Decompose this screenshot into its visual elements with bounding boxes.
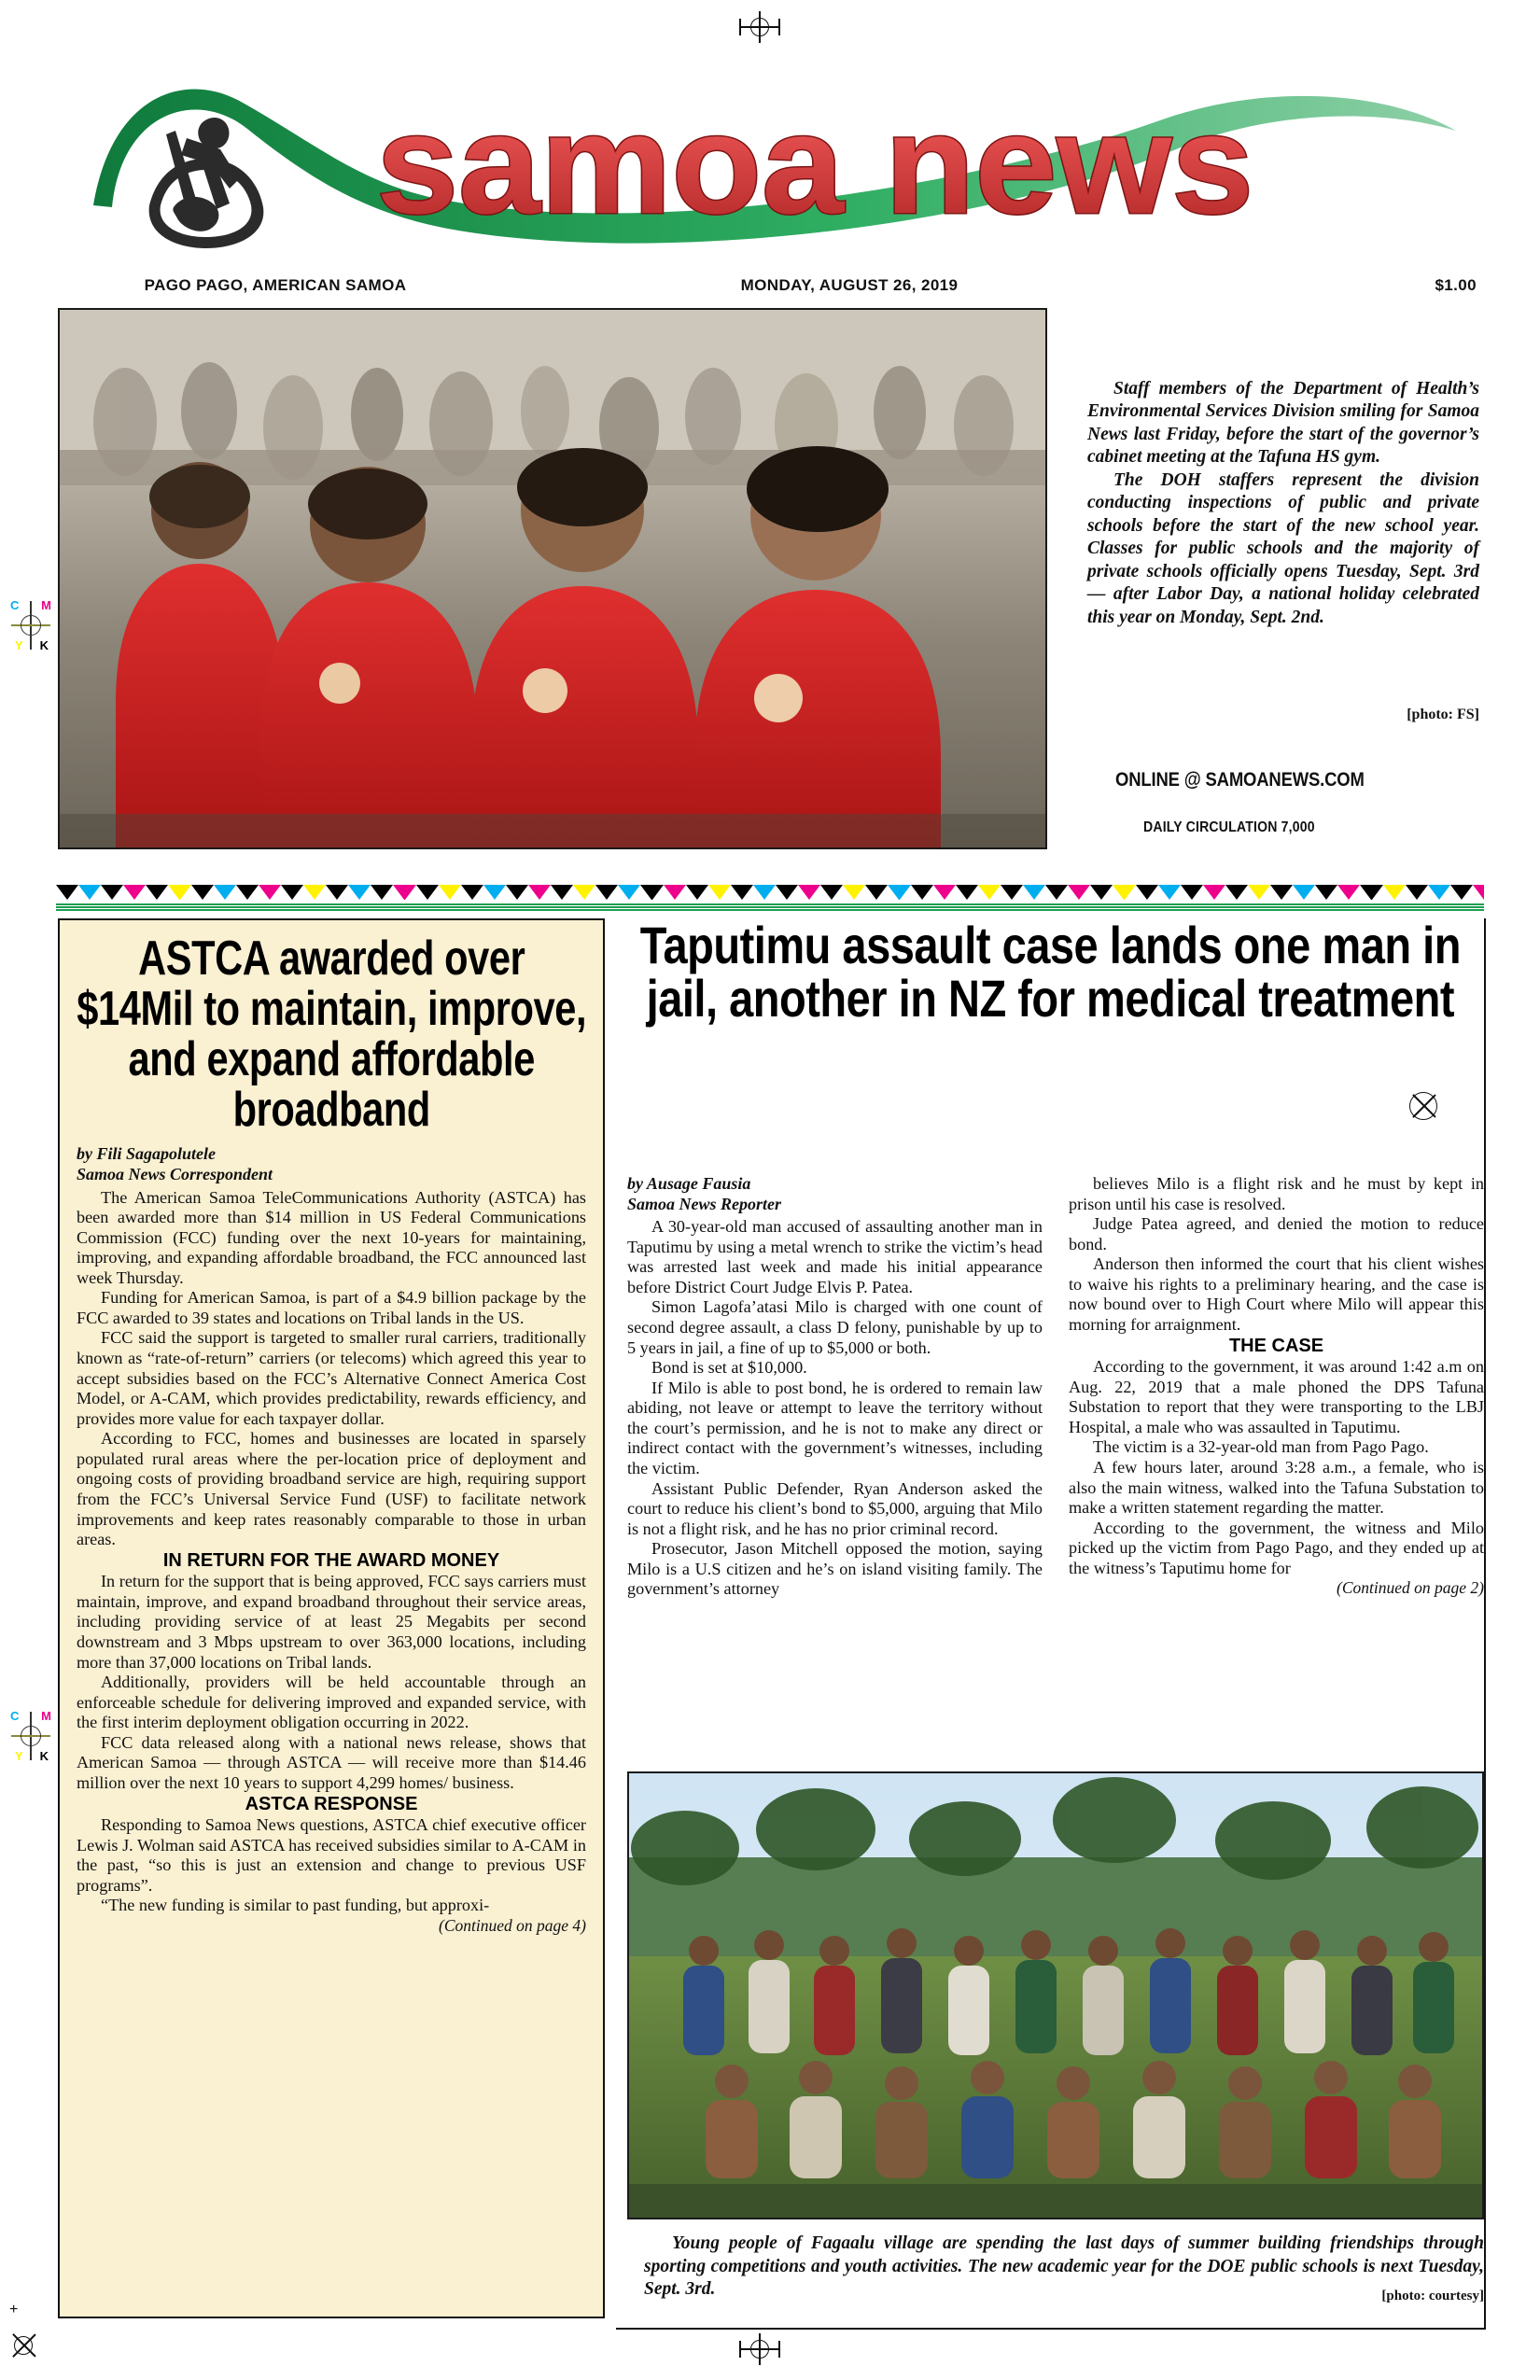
registration-mark-top — [739, 11, 780, 43]
color-bar-triangle — [1001, 885, 1023, 900]
color-bar-triangle — [1045, 885, 1068, 900]
left-continued-note[interactable]: (Continued on page 4) — [439, 1916, 586, 1935]
registration-mark-bottom — [739, 2333, 780, 2365]
masthead-wordmark: samoa news — [376, 84, 1254, 244]
color-bar-triangle — [731, 885, 753, 900]
caption-paragraph: Staff members of the Department of Health’s Environmental Services Division smiling for Samoa News last Friday, before the start of the governor’s cabinet meeting at the Tafuna HS gym. — [1087, 379, 1479, 468]
paragraph: If Milo is able to post bond, he is ordered to remain law abiding, not leave or attempt to leave the territory without the court’s permission, and he is not to make any direct or indirect contact with the government’s witnesses, including the victim. — [627, 1378, 1043, 1477]
color-bar-triangle — [483, 885, 506, 900]
main-column-2 — [1069, 1174, 1484, 1762]
paragraph: Anderson then informed the court that his client wishes to waive his rights to a preliminary hearing, and the case is now bound over to High Court where Milo will appear this morning for arraignment. — [1069, 1254, 1484, 1334]
color-bar-triangle — [1337, 885, 1360, 900]
left-article-body — [77, 1188, 586, 1936]
left-article-headline[interactable]: ASTCA awarded over $14Mil to maintain, improve, and expand affordable broadband — [77, 931, 586, 1138]
color-bar-triangle — [551, 885, 573, 900]
color-bar-triangle — [753, 885, 776, 900]
color-bar-triangle — [461, 885, 483, 900]
color-bar-triangle — [1293, 885, 1315, 900]
color-bar-triangle — [1406, 885, 1428, 900]
color-bar-triangle — [1473, 885, 1484, 900]
color-bar-triangle — [1315, 885, 1337, 900]
people-front-row — [706, 2061, 1441, 2178]
magenta-label: M — [41, 1709, 51, 1723]
left-subhead-award: IN RETURN FOR THE AWARD MONEY — [162, 1549, 500, 1571]
paragraph: Additionally, providers will be held accountable through an enforceable schedule for delivering improved and expanded service, with the first interim deployment obligation occurring in 2022. — [77, 1673, 586, 1732]
cmyk-registration-mark-lower — [9, 1708, 52, 1764]
color-bar-triangle — [303, 885, 326, 900]
color-bar-triangle — [686, 885, 708, 900]
bottom-photo-graphic — [629, 1773, 1484, 2219]
color-bar-triangle — [78, 885, 101, 900]
right-column-rule — [1484, 918, 1486, 2330]
color-bar-triangle — [888, 885, 910, 900]
main-byline-title: Samoa News Reporter — [627, 1194, 782, 1213]
color-bar-triangle — [820, 885, 843, 900]
paragraph: Judge Patea agreed, and denied the motion to reduce bond. — [1069, 1214, 1484, 1253]
registration-mark-bottom-left — [9, 2331, 37, 2359]
left-article-box — [58, 918, 605, 2318]
main-byline-name: by Ausage Fausia — [627, 1174, 751, 1193]
color-bar-triangle — [865, 885, 888, 900]
left-byline-title: Samoa News Correspondent — [77, 1164, 273, 1183]
yellow-label: Y — [15, 1749, 23, 1763]
main-article-headline-wrap — [616, 916, 1484, 1029]
top-photo-credit: [photo: FS] — [1407, 707, 1479, 722]
paragraph: FCC data released along with a national news release, shows that American Samoa — through ASTCA — will receive more than $14.46 million over the next 10 years to support 4,299 homes/ business. — [77, 1732, 586, 1792]
caption-paragraph: The DOH staffers represent the division conducting inspections of public and private schools before the start of the new school year. Classes for public schools and the majority of private schools officially opens Tuesday, Sept. 3rd — after Labor Day, a national holiday celebrated this year on Monday, Sept. 2nd. — [1087, 469, 1479, 627]
color-bar-triangle — [326, 885, 348, 900]
paragraph: According to FCC, homes and businesses are located in sparsely populated rural areas where the per-location price of deployment and ongoing costs of providing broadband service are high, requiring support from the FCC’s Universal Service Fund (USF) to facilitate network improvements and keep rates reasonably comparable to those in urban areas. — [77, 1429, 586, 1549]
top-photo-caption — [1087, 378, 1479, 629]
color-bar-triangle — [956, 885, 978, 900]
paragraph: FCC said the support is targeted to smaller rural carriers, traditionally known as “rate-of-return” carriers (or telecoms) which agreed this year to accept subsidies based on the FCC’s Alternative Connect America Cost Model, or A-CAM, which provides predictability, rewards efficiency, and provides more value for each taxpayer dollar. — [77, 1328, 586, 1428]
paragraph: The victim is a 32-year-old man from Pago Pago. — [1093, 1437, 1429, 1457]
color-bar-triangle — [393, 885, 415, 900]
main-continued-note[interactable]: (Continued on page 2) — [1337, 1578, 1484, 1598]
color-bar-triangle — [933, 885, 956, 900]
dateline-date: MONDAY, AUGUST 26, 2019 — [740, 276, 959, 294]
paragraph: “The new funding is similar to past funding, but approxi- — [101, 1896, 490, 1915]
color-bar-triangle — [573, 885, 595, 900]
paragraph: believes Milo is a flight risk and he must by kept in prison until his case is resolved. — [1069, 1174, 1484, 1213]
main-article-body-left — [627, 1217, 1043, 1600]
color-bar-triangle — [1023, 885, 1045, 900]
color-bar-triangle — [1090, 885, 1113, 900]
color-bar-triangle — [146, 885, 168, 900]
online-promo[interactable]: ONLINE @ SAMOANEWS.COM — [1115, 769, 1365, 791]
color-bar-triangle — [911, 885, 933, 900]
main-article-headline[interactable]: Taputimu assault case lands one man in jail, another in NZ for medical treatment — [639, 916, 1461, 1029]
color-bar-triangle — [168, 885, 190, 900]
color-bar-triangle — [123, 885, 146, 900]
paragraph: Responding to Samoa News questions, ASTCA chief executive officer Lewis J. Wolman said ASTCA has received subsidies similar to A-CAM in the past, “so this is just an extension and change to previous USF programs”. — [77, 1815, 586, 1895]
cmyk-registration-mark-upper — [9, 597, 52, 653]
paragraph: According to the government, the witness and Milo picked up the victim from Pago Pago, and they ended up at the witness’s Taputimu home for — [1069, 1518, 1484, 1577]
color-bar-triangle — [640, 885, 663, 900]
color-bar-triangle — [236, 885, 259, 900]
circled-x-registration-icon — [1409, 1092, 1437, 1120]
paragraph: Simon Lagofa’atasi Milo is charged with one count of second degree assault, a class D felony, punishable by up to 5 years in jail, a fine of up to $5,000 or both. — [627, 1297, 1043, 1357]
magenta-label: M — [41, 598, 51, 612]
color-bar-triangle — [1450, 885, 1473, 900]
dateline-place: PAGO PAGO, AMERICAN SAMOA — [144, 276, 407, 294]
color-bar-triangle — [214, 885, 236, 900]
color-bar-triangle — [1203, 885, 1225, 900]
color-bar-triangle — [1136, 885, 1158, 900]
color-bar-triangle — [1383, 885, 1406, 900]
color-bar-triangle — [708, 885, 731, 900]
color-bar-triangle — [664, 885, 686, 900]
color-bar-triangle — [618, 885, 640, 900]
top-photo-graphic — [60, 310, 1047, 849]
color-bar-triangle — [101, 885, 123, 900]
black-label: K — [39, 1749, 49, 1763]
bottom-photo — [627, 1771, 1484, 2219]
masthead-logo-svg — [56, 65, 1484, 261]
paragraph: In return for the support that is being approved, FCC says carriers must maintain, improve, and expand broadband throughout their service areas, including providing service of at least 25 Megabits per second downstream and 3 Mbps upstream to over 363,000 locations, including more than 37,000 locations on Tribal lands. — [77, 1572, 586, 1672]
cyan-label: C — [10, 1709, 20, 1723]
paragraph: Funding for American Samoa, is part of a $4.9 billion package by the FCC awarded to 39 states and locations on Tribal lands in the US. — [77, 1288, 586, 1327]
paragraph: A 30-year-old man accused of assaulting another man in Taputimu by using a metal wrench to strike the victim’s head was arrested last week and made his initial appearance before District Court Judge Elvis P. Patea. — [627, 1217, 1043, 1296]
dateline-bar — [56, 273, 1484, 299]
color-bar-triangle — [348, 885, 371, 900]
color-bar-triangle — [1113, 885, 1135, 900]
paragraph: According to the government, it was around 1:42 a.m on Aug. 22, 2019 that a male phoned the DPS Tafuna Substation to report that they were transporting to the LBJ Hospital, a male who was assaulted in Taputimu. — [1069, 1357, 1484, 1436]
yellow-label: Y — [15, 638, 23, 652]
left-subhead-response: ASTCA RESPONSE — [245, 1793, 418, 1814]
color-bar-triangle — [371, 885, 393, 900]
paragraph: Prosecutor, Jason Mitchell opposed the motion, saying Milo is a U.S citizen and he’s on island visiting family. The government’s attorney — [627, 1539, 1043, 1599]
masthead — [56, 65, 1484, 261]
color-bar-triangle — [281, 885, 303, 900]
black-label: K — [39, 638, 49, 652]
bottom-rule — [616, 2328, 1486, 2330]
paragraph: The American Samoa TeleCommunications Authority (ASTCA) has been awarded more than $14 million in US Federal Communications Commission (FCC) funding over the next 10-years for maintaining, improving, and expanding affordable broadband, the FCC announced last week Thursday. — [77, 1187, 586, 1287]
color-bar-triangle — [1270, 885, 1293, 900]
main-article-body-right — [1069, 1174, 1484, 1598]
circulation-promo: DAILY CIRCULATION 7,000 — [1143, 819, 1315, 835]
color-bar-triangle — [506, 885, 528, 900]
color-bar-triangle — [1428, 885, 1450, 900]
top-photo — [58, 308, 1047, 849]
main-subhead-the-case: THE CASE — [1228, 1335, 1324, 1356]
color-bar-triangle — [1181, 885, 1203, 900]
plus-registration-mark: + — [9, 2302, 19, 2317]
color-bar-triangle — [1158, 885, 1181, 900]
color-bar-triangle — [528, 885, 551, 900]
color-bar-triangle — [843, 885, 865, 900]
color-bar-triangle — [595, 885, 618, 900]
paragraph: Assistant Public Defender, Ryan Anderson asked the court to reduce his client’s bond to $5,000, arguing that Milo is not a flight risk, and he has no prior criminal record. — [627, 1478, 1043, 1538]
color-bar-triangle — [1360, 885, 1382, 900]
caption-paragraph: Young people of Fagaalu village are spending the last days of summer building friendships through sporting competitions and youth activities. The new academic year for the DOE public schools is next Tuesday, Sept. 3rd. — [644, 2233, 1484, 2300]
dateline-price: $1.00 — [1435, 276, 1477, 294]
color-bar-triangle — [259, 885, 281, 900]
paragraph: A few hours later, around 3:28 a.m., a female, who is also the main witness, walked into the Tafuna Substation to make a written statement regarding the matter. — [1069, 1458, 1484, 1518]
color-bar-triangle — [798, 885, 820, 900]
color-bar-triangle — [416, 885, 439, 900]
bottom-photo-credit: [photo: courtesy] — [1381, 2289, 1484, 2303]
color-bar-triangle — [191, 885, 214, 900]
color-bar-triangle — [776, 885, 798, 900]
paragraph: Bond is set at $10,000. — [651, 1358, 807, 1378]
main-article-columns — [627, 1174, 1484, 1762]
color-bar-triangle — [439, 885, 461, 900]
color-bar-triangle — [1248, 885, 1270, 900]
color-bar-triangle — [56, 885, 78, 900]
left-byline-name: by Fili Sagapolutele — [77, 1144, 217, 1164]
color-bar-triangle — [978, 885, 1001, 900]
green-divider-rules — [56, 903, 1484, 911]
main-column-1 — [627, 1174, 1043, 1762]
color-bar-triangle — [1068, 885, 1090, 900]
color-calibration-strip — [56, 885, 1484, 900]
cyan-label: C — [10, 598, 20, 612]
color-bar-triangle — [1225, 885, 1248, 900]
